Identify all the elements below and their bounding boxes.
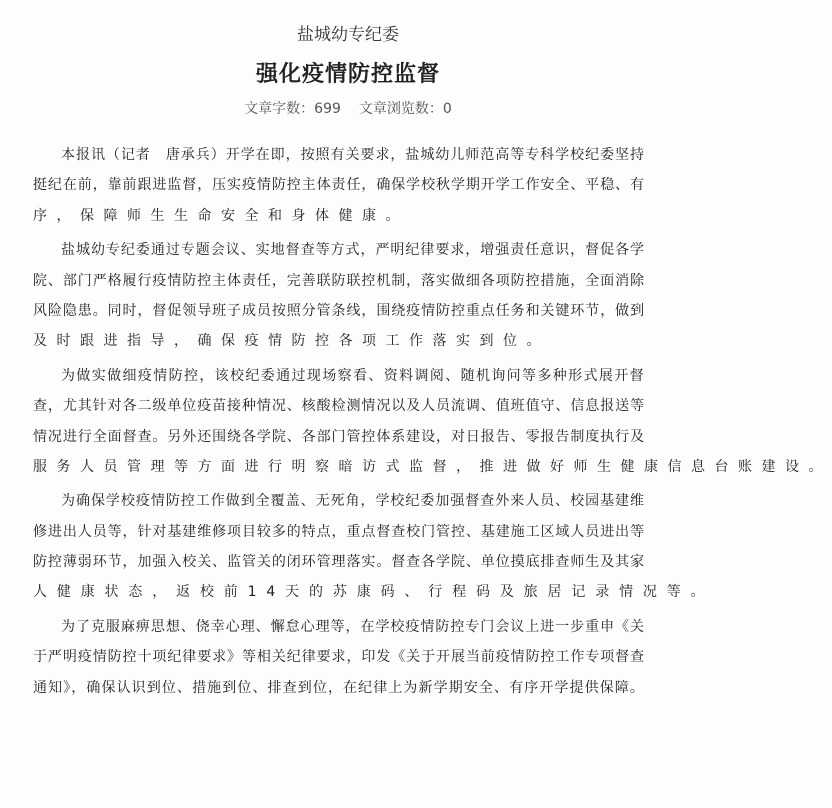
paragraph-line: 序，保障师生生命安全和身体健康。 xyxy=(33,207,409,224)
word-count-value: 699 xyxy=(314,101,341,117)
paragraph-line: 院、部门严格履行疫情防控主体责任，完善联防联控机制，落实做细各项防控措施，全面消除 xyxy=(33,272,645,289)
paragraph-line: 修进出人员等，针对基建维修项目较多的特点，重点督查校门管控、基建施工区域人员进出等 xyxy=(33,523,645,540)
paragraph xyxy=(33,612,645,703)
word-count-label: 文章字数： xyxy=(244,101,315,117)
article-title: 强化疫情防控监督 xyxy=(255,62,440,87)
paragraph-line: 风险隐患。同时，督促领导班子成员按照分管条线，围绕疫情防控重点任务和关键环节，做到 xyxy=(33,302,645,319)
paragraph xyxy=(33,140,645,231)
paragraph-line: 为确保学校疫情防控工作做到全覆盖、无死角，学校纪委加强督查外来人员、校园基建维 xyxy=(61,493,645,510)
paragraph xyxy=(33,361,832,483)
view-count-label: 文章浏览数： xyxy=(358,101,443,117)
paragraph xyxy=(33,486,715,608)
article-source: 盐城幼专纪委 xyxy=(297,25,399,45)
paragraph-line: 情况进行全面督查。另外还围绕各学院、各部门管控体系建设，对日报告、零报告制度执行及 xyxy=(33,428,645,445)
paragraph-line: 于严明疫情防控十项纪律要求》等相关纪律要求，印发《关于开展当前疫情防控工作专项督查 xyxy=(33,649,645,666)
paragraph-line: 挺纪在前，靠前跟进监督，压实疫情防控主体责任，确保学校秋学期开学工作安全、平稳、有 xyxy=(33,177,645,194)
view-count-value: 0 xyxy=(442,101,452,117)
paragraph-line: 查，尤其针对各二级单位疫苗接种情况、核酸检测情况以及人员流调、值班值守、信息报送等 xyxy=(33,398,645,415)
article-meta xyxy=(0,98,696,120)
article-body xyxy=(33,140,832,707)
paragraph-line: 人健康状态，返校前14天的苏康码、行程码及旅居记录情况等。 xyxy=(33,584,715,601)
paragraph-line: 为了克服麻痹思想、侥幸心理、懈怠心理等，在学校疫情防控专门会议上进一步重申《关 xyxy=(61,618,645,635)
paragraph-line: 为做实做细疫情防控，该校纪委通过现场察看、资料调阅、随机询问等多种形式展开督 xyxy=(61,367,645,384)
paragraph-line: 本报讯（记者 唐承兵）开学在即，按照有关要求，盐城幼儿师范高等专科学校纪委坚持 xyxy=(61,147,645,163)
paragraph xyxy=(33,235,645,357)
paragraph-line: 及时跟进指导，确保疫情防控各项工作落实到位。 xyxy=(33,333,550,350)
paragraph-line: 防控薄弱环节，加强入校关、监管关的闭环管理落实。督查各学院、单位摸底排查师生及其家 xyxy=(33,554,645,571)
paragraph-line: 服务人员管理等方面进行明察暗访式监督，推进做好师生健康信息台账建设。 xyxy=(33,458,832,475)
paragraph-line: 盐城幼专纪委通过专题会议、实地督查等方式，严明纪律要求，增强责任意识，督促各学 xyxy=(61,242,645,259)
paragraph-line: 通知》，确保认识到位、措施到位、排查到位，在纪律上为新学期安全、有序开学提供保障。 xyxy=(33,679,645,696)
